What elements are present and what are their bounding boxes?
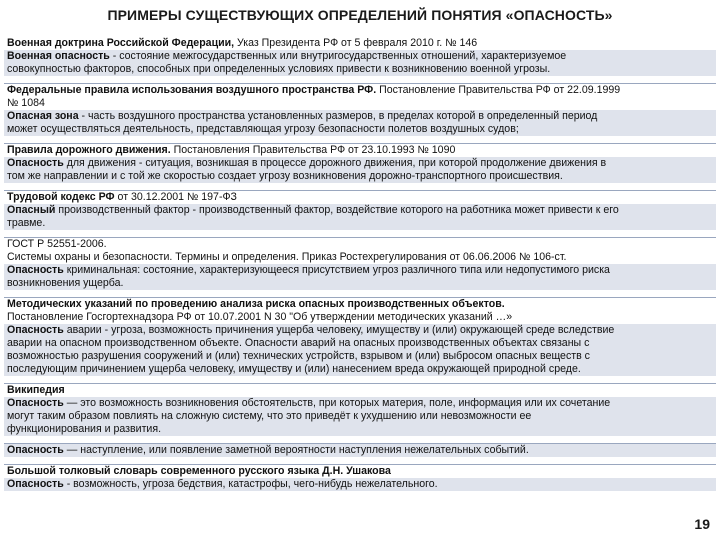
definition-gost (4, 237, 716, 290)
definition-ushakov-dictionary (4, 464, 716, 491)
definition-text: - состояние межгосударственных или внутригосударственных отношений, характеризуемое (109, 50, 567, 62)
page-title: ПРИМЕРЫ СУЩЕСТВУЮЩИХ ОПРЕДЕЛЕНИЙ ПОНЯТИЯ «ОПАСНОСТЬ» (107, 7, 613, 23)
source-line (4, 465, 716, 478)
source-line (4, 37, 716, 50)
source-line (4, 384, 716, 397)
definition-line (4, 478, 716, 491)
source-line (4, 144, 716, 157)
definition-labor-code (4, 190, 716, 230)
definition-text: — наступление, или появление заметной вероятности наступления нежелательных событий. (63, 444, 529, 456)
definition-line: аварии на опасном производственном объекте. Опасности аварий на опасных производственных объектах связаны с (4, 337, 716, 350)
definition-text: для движения - ситуация, возникшая в процессе дорожного движения, при которой продолжение движения в (63, 157, 607, 169)
term: Опасность (7, 444, 64, 456)
source-title: Методических указаний по проведению анализа риска опасных производственных объектов. (7, 298, 505, 310)
definition-military-doctrine (4, 37, 716, 76)
source-reference: Указ Президента РФ от 5 февраля 2010 г. № 146 (234, 37, 478, 49)
definition-line: последующим причинением ущерба человеку, имуществу и (или) нанесением вреда окружающей природной среде. (4, 363, 716, 376)
source-line: Постановление Госгортехнадзора РФ от 10.07.2001 N 30 "Об утверждении методических указаний …» (4, 311, 716, 324)
term: Опасный (7, 204, 56, 216)
definition-airspace-rules (4, 83, 716, 136)
source-line (4, 298, 716, 311)
definition-line (4, 204, 716, 217)
definition-traffic-rules (4, 143, 716, 183)
source-line: Системы охраны и безопасности. Термины и определения. Приказ Ростехрегулирования от 06.06.2006 № 106-ст. (4, 251, 716, 264)
definition-line (4, 110, 716, 123)
source-reference: Постановление Правительства РФ от 22.09.1999 (376, 84, 621, 96)
definition-line: том же направлении и с той же скоростью создает угрозу возникновения дорожно-транспортного происшествия. (4, 170, 716, 183)
definition-line: может осуществляться деятельность, представляющая угрозу безопасности полетов воздушных судов; (4, 123, 716, 136)
page-number: 19 (694, 516, 710, 532)
source-reference: Постановления Правительства РФ от 23.10.1993 № 1090 (170, 144, 456, 156)
source-line (4, 84, 716, 97)
source-title: Военная доктрина Российской Федерации, (7, 37, 235, 49)
definition-line (4, 157, 716, 170)
definition-text: - возможность, угроза бедствия, катастрофы, чего-нибудь нежелательного. (63, 478, 438, 490)
definition-text: криминальная: состояние, характеризующееся присутствием угроз различного типа или недопустимого риска (63, 264, 610, 276)
source-title: Федеральные правила использования воздушного пространства РФ. (7, 84, 377, 96)
definition-general (4, 443, 716, 457)
definitions-list (4, 37, 716, 498)
source-title: Трудовой кодекс РФ (7, 191, 115, 203)
definition-text: - часть воздушного пространства установленных размеров, в пределах которой в определенный период (78, 110, 598, 122)
definition-wikipedia (4, 383, 716, 436)
source-line: ГОСТ Р 52551-2006. (4, 238, 716, 251)
term: Военная опасность (7, 50, 110, 62)
definition-line: травме. (4, 217, 716, 230)
definition-line: возникновения ущерба. (4, 277, 716, 290)
definition-line (4, 264, 716, 277)
term: Опасная зона (7, 110, 79, 122)
source-title: Правила дорожного движения. (7, 144, 171, 156)
definition-risk-analysis (4, 297, 716, 376)
definition-line: совокупностью факторов, способных при определенных условиях привести к возникновению военной угрозы. (4, 63, 716, 76)
source-title: Википедия (7, 384, 65, 396)
definition-line (4, 50, 716, 63)
definition-line: функционирования и развития. (4, 423, 716, 436)
term: Опасность (7, 324, 64, 336)
source-reference: от 30.12.2001 № 197-ФЗ (114, 191, 237, 203)
definition-text: производственный фактор - производственный фактор, воздействие которого на работника может привести к его (55, 204, 619, 216)
term: Опасность (7, 157, 64, 169)
definition-text: аварии - угроза, возможность причинения ущерба человеку, имуществу и (или) окружающей среде вследствие (63, 324, 615, 336)
definition-text: — это возможность возникновения обстоятельств, при которых материя, поле, информация или их сочетание (63, 397, 611, 409)
definition-line: могут таким образом повлиять на сложную систему, что это приведёт к ухудшению или невозможности ее (4, 410, 716, 423)
source-line (4, 191, 716, 204)
source-title: Большой толковый словарь современного русского языка Д.Н. Ушакова (7, 465, 391, 477)
definition-line (4, 397, 716, 410)
term: Опасность (7, 478, 64, 490)
source-line: № 1084 (4, 97, 716, 110)
definition-line (4, 324, 716, 337)
definition-line: возможностью разрушения сооружений и (или) технических устройств, взрывом и (или) выбросом опасных веществ с (4, 350, 716, 363)
term: Опасность (7, 264, 64, 276)
definition-line (4, 444, 716, 457)
term: Опасность (7, 397, 64, 409)
